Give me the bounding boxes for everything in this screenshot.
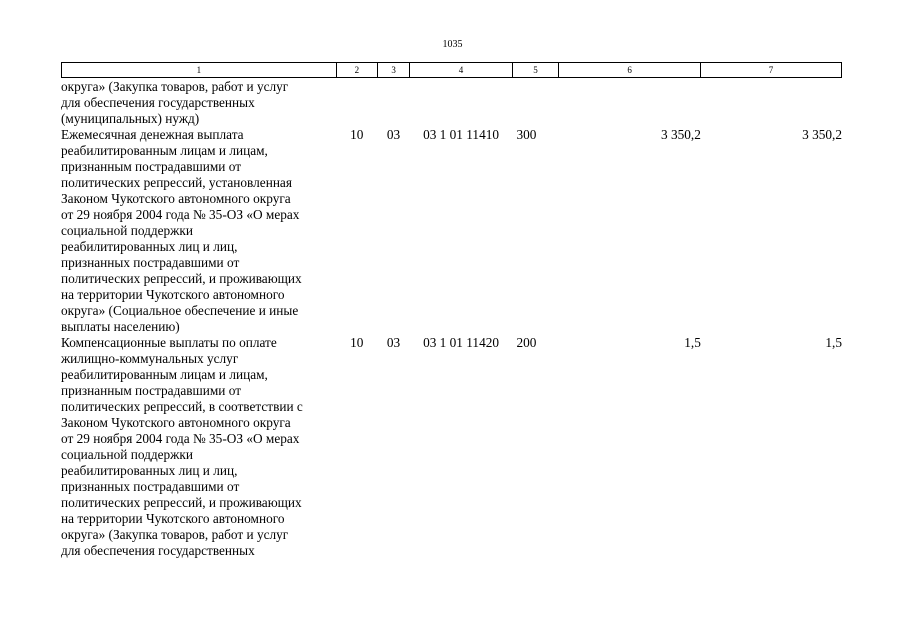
row-subsection: 03: [386, 335, 401, 350]
row-amount-1: 3 350,2: [660, 127, 701, 142]
row-section: 10: [350, 335, 364, 350]
page-number: 1035: [442, 39, 463, 50]
row-expense-type: [512, 79, 558, 127]
column-header-7: 7: [701, 63, 842, 78]
row-target-code: 03 1 01 11410: [423, 127, 500, 142]
row-amount-1: 1,5: [684, 335, 701, 350]
column-header-row: [61, 62, 842, 78]
row-expense-type: 200: [516, 335, 537, 350]
budget-table: [61, 79, 842, 559]
row-description: Компенсационные выплаты по оплате жилищно-коммунальных услуг реабилитированным лицам и лицам, признанным пострадавшими от политических репрессий, в соответствии с Законом Чукотского автономного округа от 29 ноября 2004 года № 35-ОЗ «О мерах социальной поддержки реабилитированных лиц и лиц, признанных пострадавшими от политических репрессий, и проживающих на территории Чукотского автономного округа» (Закупка товаров, работ и услуг для обеспечения государственных: [61, 335, 303, 558]
column-header-4: 4: [410, 63, 513, 78]
column-header-1: 1: [62, 63, 337, 78]
row-amount-2: [701, 79, 842, 127]
row-amount-2: 3 350,2: [802, 127, 842, 142]
row-expense-type: 300: [516, 127, 537, 142]
column-header-3: 3: [378, 63, 410, 78]
row-description: Ежемесячная денежная выплата реабилитированным лицам и лицам, признанным пострадавшими от политических репрессий, установленная Законом Чукотского автономного округа от 29 ноября 2004 года № 35-ОЗ «О мерах социальной поддержки реабилитированных лиц и лиц, признанных пострадавшими от политических репрессий, и проживающих на территории Чукотского автономного округа» (Социальное обеспечение и иные выплаты населению): [61, 127, 302, 334]
row-amount-2: 1,5: [825, 335, 842, 350]
row-target-code: [410, 79, 513, 127]
row-amount-1: [559, 79, 701, 127]
table-row: [61, 335, 842, 559]
row-subsection: 03: [386, 127, 401, 142]
column-header-5: 5: [512, 63, 558, 78]
column-header-6: 6: [559, 63, 701, 78]
row-section: 10: [350, 127, 364, 142]
table-row: [61, 127, 842, 335]
row-section: [336, 79, 377, 127]
row-description: округа» (Закупка товаров, работ и услуг для обеспечения государственных (муниципальных) нужд): [61, 79, 289, 126]
table-row: [61, 79, 842, 127]
row-subsection: [377, 79, 409, 127]
row-target-code: 03 1 01 11420: [423, 335, 500, 350]
column-header-2: 2: [336, 63, 377, 78]
